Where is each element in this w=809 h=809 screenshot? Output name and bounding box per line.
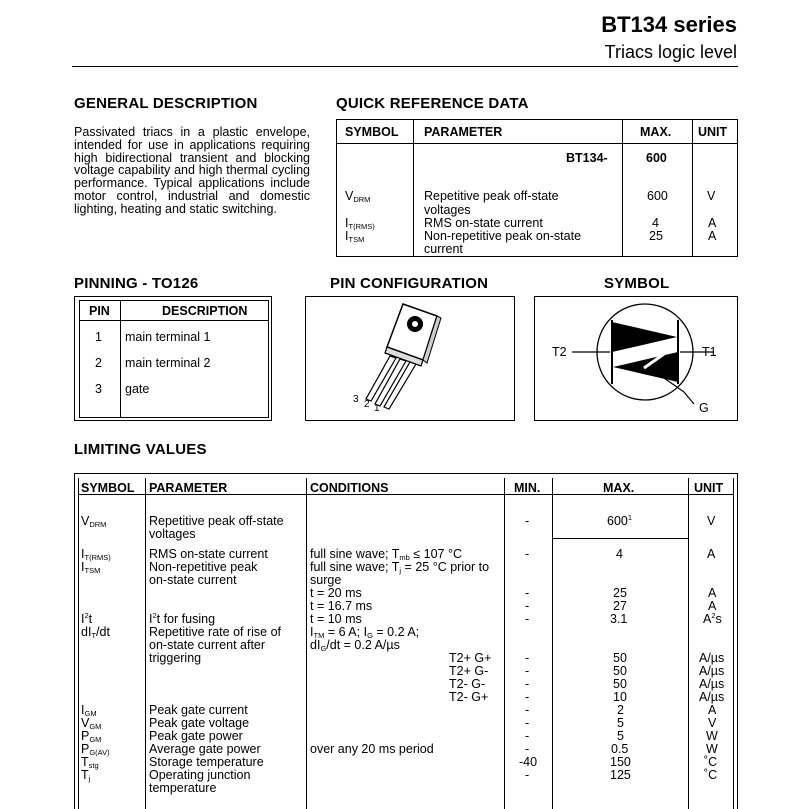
lv-min: -	[525, 514, 530, 528]
qr-type-label: BT134-	[566, 151, 608, 165]
lv-min: -	[525, 677, 530, 691]
limiting-values-heading: LIMITING VALUES	[74, 441, 207, 458]
pin-col-description: DESCRIPTION	[162, 304, 248, 318]
lv-unit: A	[708, 703, 717, 717]
lv-parameter: triggering	[149, 651, 202, 665]
qr-row-parameter: Non-repetitive peak on-state	[424, 229, 582, 243]
lv-unit: A/µs	[699, 664, 725, 678]
lv-unit: A	[708, 586, 717, 600]
pin-label-3: 3	[353, 394, 359, 405]
symbol-heading: SYMBOL	[604, 275, 670, 292]
lv-min: -40	[519, 755, 538, 769]
to126-package-drawing	[305, 296, 515, 421]
qr-row-parameter: RMS on-state current	[424, 216, 543, 230]
qr-row-parameter: current	[424, 242, 463, 256]
lv-symbol: $T_j$	[81, 768, 91, 783]
lv-min: -	[525, 651, 530, 665]
lv-parameter: RMS on-state current	[149, 547, 268, 561]
lv-max: 125	[610, 768, 631, 782]
lv-min: -	[525, 664, 530, 678]
lv-unit: A/µs	[699, 690, 725, 704]
pin-number: 2	[95, 356, 102, 370]
pin-description: main terminal 1	[125, 330, 211, 344]
lv-min: -	[525, 729, 530, 743]
lv-symbol: $P_{GM}$	[81, 729, 102, 744]
lv-parameter: on-state current	[149, 573, 237, 587]
lv-condition: full sine wave; $T_j = 25$ °C prior to	[310, 560, 490, 575]
lv-min: -	[525, 612, 530, 626]
qr-col-unit: UNIT	[698, 125, 728, 139]
lv-parameter: Repetitive rate of rise of	[149, 625, 282, 639]
lv-symbol: $I_{T(RMS)}$	[81, 547, 111, 562]
lv-max: $600^1$	[607, 513, 633, 528]
lv-condition: $I_{TM} = 6$ A; $I_G = 0.2$ A;	[310, 625, 420, 640]
lv-max: 5	[617, 716, 624, 730]
lv-max: 50	[613, 651, 627, 665]
quick-reference-heading: QUICK REFERENCE DATA	[336, 95, 529, 112]
pin-description: gate	[125, 382, 150, 396]
pinning-heading: PINNING - TO126	[74, 275, 199, 292]
lv-condition: t = 20 ms	[310, 586, 362, 600]
lv-symbol: $V_{DRM}$	[81, 514, 107, 529]
lv-min: -	[525, 690, 530, 704]
lv-max: 0.5	[611, 742, 629, 756]
lv-symbol: $T_{stg}$	[81, 755, 99, 770]
lv-condition: t = 10 ms	[310, 612, 362, 626]
lv-parameter: Peak gate power	[149, 729, 243, 743]
qr-col-parameter: PARAMETER	[424, 125, 503, 139]
page-title: BT134 series	[601, 12, 737, 37]
lv-unit: A	[708, 599, 717, 613]
lv-condition: t = 16.7 ms	[310, 599, 373, 613]
lv-col-conditions: CONDITIONS	[310, 481, 389, 495]
qr-row-unit: V	[707, 189, 716, 203]
lv-unit: A/µs	[699, 677, 725, 691]
pin-number: 1	[95, 330, 102, 344]
qr-col-max: MAX.	[640, 125, 672, 139]
pin-description: main terminal 2	[125, 356, 211, 370]
lv-symbol: $I^2t$	[81, 611, 93, 626]
general-description-text: Passivated triacs in a plastic envelope, intended for use in applications requiring high bidirectional transient and blocking voltage capability and high thermal cycling performance. Typical applications include motor control, industrial and domestic lighting, heating and static switching.	[74, 125, 310, 216]
lv-parameter: temperature	[149, 781, 217, 795]
terminal-t2-label: T2	[552, 345, 567, 359]
lv-col-symbol: SYMBOL	[81, 481, 135, 495]
lv-max: 5	[617, 729, 624, 743]
lv-parameter: voltages	[149, 527, 196, 541]
lv-unit: A/µs	[699, 651, 725, 665]
lv-condition: over any 20 ms period	[310, 742, 434, 756]
lv-col-min: MIN.	[514, 481, 541, 495]
qr-row-symbol: $V_{DRM}$	[345, 189, 371, 204]
lv-unit: ˚C	[704, 755, 718, 769]
qr-type-value: 600	[646, 151, 667, 165]
lv-max: 10	[613, 690, 627, 704]
lv-parameter: Peak gate current	[149, 703, 248, 717]
lv-symbol: $I_{TSM}$	[81, 560, 101, 575]
lv-parameter: on-state current after	[149, 638, 266, 652]
qr-row-parameter: Repetitive peak off-state	[424, 189, 559, 203]
qr-row-max: 4	[652, 216, 659, 230]
lv-symbol: $I_{GM}$	[81, 703, 97, 718]
gate-g-label: G	[699, 401, 709, 415]
lv-min: -	[525, 599, 530, 613]
lv-quadrant: T2- G+	[449, 690, 489, 704]
qr-row-unit: A	[708, 229, 717, 243]
lv-min: -	[525, 547, 530, 561]
general-description-heading: GENERAL DESCRIPTION	[74, 95, 258, 112]
lv-max: 25	[613, 586, 627, 600]
pin-label-1: 1	[374, 403, 380, 414]
lv-parameter: Peak gate voltage	[149, 716, 250, 730]
lv-quadrant: T2- G-	[449, 677, 486, 691]
lv-unit: V	[708, 716, 717, 730]
qr-row-symbol: $I_{T(RMS)}$	[345, 216, 375, 231]
lv-parameter: $I^2t$ for fusing	[149, 611, 216, 626]
page-subtitle: Triacs logic level	[604, 42, 737, 62]
lv-min: -	[525, 703, 530, 717]
lv-unit: W	[706, 729, 718, 743]
lv-unit: W	[706, 742, 718, 756]
lv-max: 2	[617, 703, 624, 717]
lv-symbol: $P_{G(AV)}$	[81, 742, 110, 757]
qr-row-max: 25	[649, 229, 663, 243]
lv-col-unit: UNIT	[694, 481, 724, 495]
lv-unit: $A^2s$	[703, 611, 722, 626]
pin-configuration-heading: PIN CONFIGURATION	[330, 275, 489, 292]
qr-row-symbol: $I_{TSM}$	[345, 229, 365, 244]
triac-symbol-drawing	[534, 296, 738, 421]
lv-condition: full sine wave; $T_{mb} \le 107$ °C	[310, 547, 462, 562]
pin-label-2: 2	[364, 399, 370, 410]
lv-unit: A	[707, 547, 716, 561]
lv-col-max: MAX.	[603, 481, 635, 495]
qr-row-parameter: voltages	[424, 203, 471, 217]
lv-min: -	[525, 768, 530, 782]
lv-min: -	[525, 742, 530, 756]
qr-col-symbol: SYMBOL	[345, 125, 399, 139]
lv-parameter: Repetitive peak off-state	[149, 514, 284, 528]
lv-symbol: $V_{GM}$	[81, 716, 102, 731]
lv-max: 3.1	[610, 612, 628, 626]
lv-min: -	[525, 716, 530, 730]
pin-number: 3	[95, 382, 102, 396]
lv-parameter: Non-repetitive peak	[149, 560, 258, 574]
lv-quadrant: T2+ G-	[449, 664, 489, 678]
lv-max: 150	[610, 755, 631, 769]
lv-condition: $dI_G/dt = 0.2$ A/µs	[310, 638, 400, 653]
lv-max: 27	[613, 599, 627, 613]
qr-row-max: 600	[647, 189, 668, 203]
qr-row-unit: A	[708, 216, 717, 230]
terminal-t1-label: T1	[702, 345, 717, 359]
lv-unit: ˚C	[704, 768, 718, 782]
lv-max: 4	[616, 547, 623, 561]
lv-parameter: Storage temperature	[149, 755, 264, 769]
lv-symbol: $dI_T/dt$	[81, 625, 110, 640]
lv-max: 50	[613, 664, 627, 678]
lv-col-parameter: PARAMETER	[149, 481, 228, 495]
lv-condition: surge	[310, 573, 342, 587]
lv-min: -	[525, 586, 530, 600]
pin-col-pin: PIN	[89, 304, 110, 318]
lv-parameter: Average gate power	[149, 742, 261, 756]
lv-quadrant: T2+ G+	[449, 651, 492, 665]
header-rule	[72, 66, 738, 67]
lv-unit: V	[707, 514, 716, 528]
lv-parameter: Operating junction	[149, 768, 251, 782]
lv-max: 50	[613, 677, 627, 691]
